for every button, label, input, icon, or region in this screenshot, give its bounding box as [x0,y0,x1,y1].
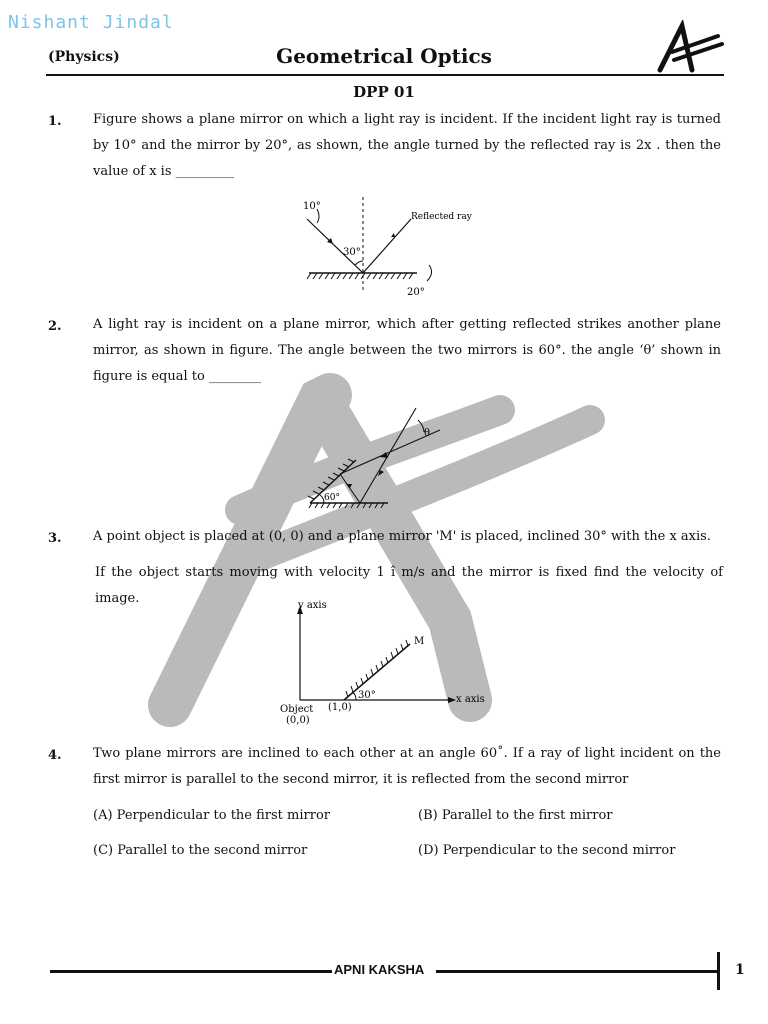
figure-1-mirror [295,193,485,303]
question-2-text: A light ray is incident on a plane mirror, which after getting reflected strikes another plane mirror, as shown in figure. The angle between the two mirrors is 60°. the angle ‘θ’ shown in figure is equal to ________ [93,317,721,384]
fig1-reflected-label: Reflected ray [411,212,472,222]
question-3-number: 3. [48,531,62,546]
question-3-text: A point object is placed at (0, 0) and a plane mirror 'M' is placed, inclined 30° with the x axis. [93,529,711,544]
fig3-mirror-label: M [414,636,425,647]
option-d: (D) Perpendicular to the second mirror [418,843,676,858]
option-c: (C) Parallel to the second mirror [93,843,308,858]
watermark-author: Nishant Jindal [8,12,174,33]
footer-brand: APNI KAKSHA [334,962,425,977]
question-4-text: Two plane mirrors are inclined to each other at an angle 60˚. If a ray of light incident on the first mirror is parallel to the second mirror, it is reflected from the second mirror [93,746,721,787]
page-title: Geometrical Optics [276,44,492,68]
footer-divider [717,952,720,990]
subject-label: (Physics) [48,49,120,65]
figure-2-two-mirrors [300,400,470,515]
fig3-point-1-0: (1,0) [328,702,352,713]
question-3-text-2: If the object starts moving with velocity 1 î m/s and the mirror is fixed find the velocity of image. [95,565,723,606]
question-2-number: 2. [48,319,62,334]
footer-line-left [50,970,332,973]
question-4-number: 4. [48,748,62,763]
page-number: 1 [735,962,745,978]
fig2-angle-60: 60° [324,493,340,503]
question-1-number: 1. [48,114,62,129]
dpp-label: DPP 01 [353,83,415,101]
fig3-object-label: Object [280,704,314,715]
fig1-angle-20: 20° [407,287,425,298]
footer-line-right [436,970,718,973]
fig1-angle-30: 30° [343,247,361,258]
fig3-angle-30: 30° [358,690,376,701]
header-divider [46,74,724,76]
fig3-origin-label: (0,0) [286,715,310,726]
fig1-angle-10: 10° [303,201,321,212]
fig3-y-axis-label: y axis [298,600,327,611]
fig3-x-axis-label: x axis [456,694,485,705]
fig2-theta: θ [424,428,431,439]
figure-3-axes-mirror [270,592,500,732]
option-a: (A) Perpendicular to the first mirror [93,808,330,823]
option-b: (B) Parallel to the first mirror [418,808,613,823]
question-1-text: Figure shows a plane mirror on which a light ray is incident. If the incident light ray is turned by 10° and the mirror by 20°, as shown, the angle turned by the reflected ray is 2x . then the value of x is _________ [93,112,721,179]
